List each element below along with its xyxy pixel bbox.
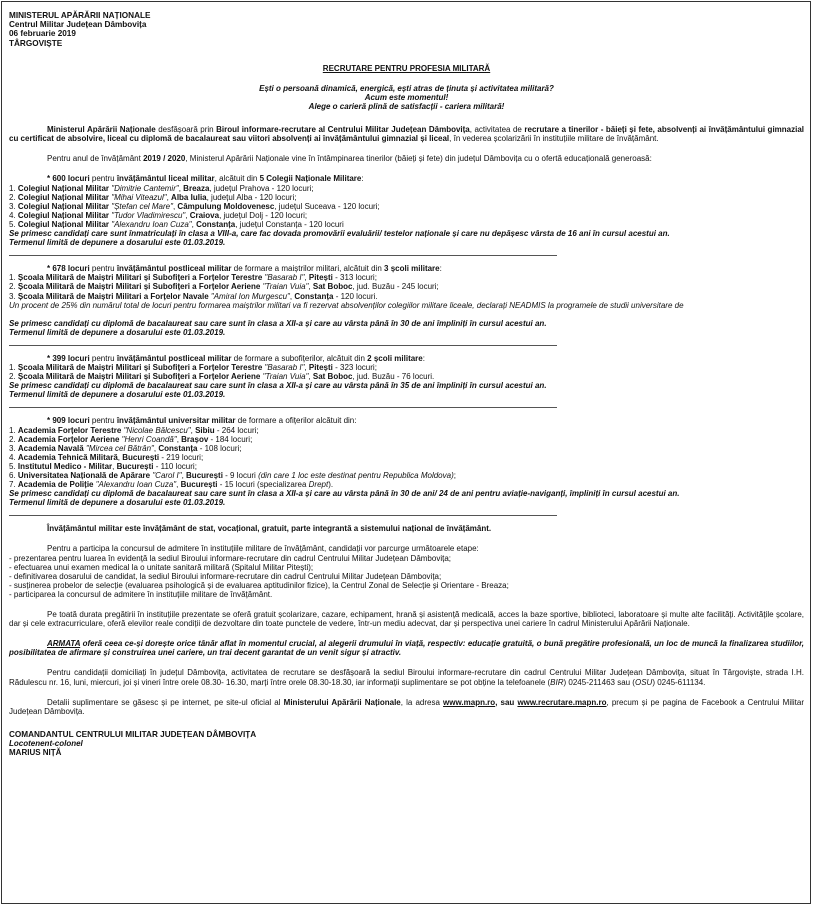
page-title: RECRUTARE PENTRU PROFESIA MILITARĂ — [322, 63, 491, 73]
item-number: 4. — [9, 452, 18, 462]
separator: , — [178, 183, 184, 193]
step-item: - participarea la concursul de admitere în instituțiile militare de învățământ. — [9, 589, 273, 599]
heading-text: pentru — [89, 264, 117, 274]
item-number: 1. — [9, 425, 18, 435]
school-name: Academia Forțelor Terestre — [17, 425, 124, 435]
heading-text: de formare a subofițerilor, alcătuit din — [231, 353, 368, 363]
school-list-item — [9, 193, 804, 202]
school-patron: "Ștefan cel Mare" — [111, 201, 173, 211]
seats-detail: - 323 locuri; — [332, 363, 377, 373]
item-number: 4. — [9, 210, 18, 220]
slogan-line: Acum este momentul! — [364, 93, 449, 102]
school-city: Sat Boboc — [312, 282, 353, 292]
heading-text: : — [439, 264, 442, 274]
separator: , — [304, 273, 309, 283]
school-list-item — [9, 462, 804, 471]
institution-name: MINISTERUL APĂRĂRII NAȚIONALE — [9, 11, 151, 20]
separator: , — [166, 192, 172, 202]
separator: , — [172, 201, 178, 211]
intro-text: desfășoară prin — [155, 125, 217, 135]
heading-text: de formare a ofițerilor alcătuit din: — [235, 416, 357, 426]
seats-count: * 678 locuri — [47, 264, 90, 274]
offer-paragraph — [9, 154, 804, 163]
seats-detail: , județul Alba - 120 locuri; — [206, 192, 297, 202]
seats-detail: , județul Prahova - 120 locuri; — [209, 183, 314, 193]
school-name: Academia Tehnică Militară — [17, 452, 118, 462]
reserved-note-end — [0, 310, 804, 319]
item-number: 1. — [9, 183, 18, 193]
school-city: Alba Iulia — [171, 192, 207, 202]
document — [9, 11, 804, 757]
heading-text: pentru — [89, 416, 117, 426]
school-city: Sibiu — [195, 425, 215, 435]
admission-condition: Se primesc candidați care sunt înmatriculați în clasa a VIII-a, care fac dovada promovării evaluării/ testelor naționale și care nu depășesc vârsta de 16 ani în cursul acestui an. — [9, 229, 670, 239]
item-number: 3. — [9, 201, 18, 211]
school-list-item — [9, 435, 804, 444]
school-patron: "Traian Vuia" — [262, 372, 309, 382]
seats-detail: - 120 locuri. — [333, 291, 378, 301]
separator: , — [304, 363, 309, 373]
intro-text: recrutare a tinerilor - băieți și fete, absolvenți ai învățământului gimnazial cu certificat de absolvire, liceal cu diplomă de bacalaureat sau viitori absolvenți ai învățământului gimnazial și liceal — [9, 125, 805, 144]
seats-detail: - 15 locuri (specializarea — [217, 480, 309, 490]
school-name: Academia de Poliție — [17, 480, 96, 490]
school-list-item — [9, 363, 804, 372]
school-city: București — [116, 461, 154, 471]
intro-text: Ministerul Apărării Naționale — [47, 125, 156, 135]
school-name: Școala Militară de Maiștri Militari și Subofițeri a Forțelor Aeriene — [17, 282, 263, 292]
section-heading — [9, 416, 804, 425]
seats-detail: - 264 locuri; — [214, 425, 259, 435]
school-list-item — [9, 444, 804, 453]
seats-detail: - 184 locuri; — [208, 434, 253, 444]
admission-steps — [9, 544, 804, 599]
heading-text: , alcătuit din — [214, 174, 260, 184]
intro-paragraph — [9, 125, 804, 143]
school-city: București — [180, 480, 218, 490]
item-number: 2. — [9, 372, 18, 382]
item-number: 3. — [9, 291, 18, 301]
step-item: - susținerea probelor de selecție (evaluarea psihologică și de evaluarea aptitudinilor fizice), la Centrul Zonal de Selecție și Orientare - Breaza; — [9, 580, 509, 590]
heading-text: 5 Colegii Naționale Militare — [259, 174, 362, 184]
school-city: Pitești — [308, 273, 333, 283]
separator: ). — [328, 480, 334, 490]
school-list-item — [9, 426, 804, 435]
item-number: 2. — [9, 434, 18, 444]
heading-text: învățământul postliceal militar — [116, 353, 232, 363]
seats-detail: , județul Dolj - 120 locuri; — [219, 210, 308, 220]
heading-text: învățământul postliceal militar — [116, 264, 232, 274]
signatory-name: MARIUS NIȚĂ — [9, 748, 62, 758]
school-list — [9, 273, 804, 300]
separator: , — [176, 434, 182, 444]
school-list — [9, 426, 804, 490]
item-number: 5. — [9, 219, 18, 229]
admission-condition: Se primesc candidați cu diplomă de bacalaureat sau care sunt în clasa a XII-a și care au vârsta până în 30 de ani/ 24 de ani pentru aviație-naviganți, împliniți în cursul acestui an. — [9, 489, 680, 499]
section-heading — [9, 354, 804, 363]
deadline: Termenul limită de depunere a dosarului este 01.03.2019. — [9, 238, 226, 248]
step-item: - definitivarea dosarului de candidat, la sediul Biroului informare-recrutare din cadrul Centrului Militar Județean Dâmbovița; — [9, 571, 442, 581]
steps-intro: Pentru a participa la concursul de admitere în instituțiile militare de învățământ, candidații vor parcurge următoarele etape: — [47, 544, 479, 554]
separator: , — [191, 219, 197, 229]
signatory-rank: Locotenent-colonel — [9, 738, 83, 748]
recrutare-link[interactable]: www.recrutare.mapn.ro — [517, 697, 607, 707]
item-number: 2. — [9, 282, 18, 292]
item-number: 2. — [9, 192, 18, 202]
school-patron: "Basarab I" — [264, 273, 305, 283]
school-list-item — [9, 453, 804, 462]
school-name: Colegiul Național Militar — [17, 210, 112, 220]
separator: ; — [453, 471, 456, 480]
deadline: Termenul limită de depunere a dosarului este 01.03.2019. — [9, 498, 226, 508]
details-text: Ministerului Apărării Naționale — [283, 697, 401, 707]
reserved-note — [9, 301, 804, 310]
seats-detail: - 108 locuri; — [197, 443, 242, 453]
heading-text: : — [361, 174, 364, 184]
school-city: Brașov — [181, 434, 209, 444]
seats-detail: , județul Suceava - 120 locuri; — [274, 201, 380, 211]
heading-text: : — [422, 353, 425, 363]
school-city: Pitești — [308, 363, 333, 373]
school-name: Universitatea Națională de Apărare — [17, 471, 153, 480]
school-list-item — [9, 184, 804, 193]
school-name: Școala Militară de Maiștri Militari și Subofițeri a Forțelor Terestre — [17, 363, 265, 373]
school-patron: "Dimitrie Cantemir" — [111, 183, 179, 193]
details-paragraph — [9, 698, 804, 716]
item-number: 7. — [9, 480, 18, 490]
school-list — [9, 184, 804, 229]
school-list — [9, 363, 804, 381]
step-item: - efectuarea unui examen medical la o unitate sanitară militară (Spitalul Militar Pitești); — [9, 562, 314, 572]
details-text: Detalii suplimentare se găsesc și pe internet, pe site-ul oficial al — [47, 697, 284, 707]
armata-paragraph — [9, 639, 804, 657]
school-name: Colegiul Național Militar — [17, 201, 112, 211]
school-city: București — [186, 471, 223, 480]
school-patron: "Henri Coandă" — [121, 434, 177, 444]
heading-text: învățământul liceal militar — [116, 174, 215, 184]
school-list-item — [9, 273, 804, 282]
school-city: București — [122, 452, 160, 462]
contact-text: Pentru candidații domiciliați în județul Dâmbovița, activitatea de recrutare se desfășoară la sediul Biroului informare-recrutare din cadrul Centrului Militar Județean Dâmbovița, situat în Târgoviște, strada I.H. Rădulescu nr. 16, luni, miercuri, joi și vineri între orele 08.30- 16.30, marți între orele 08.30-18.30, iar informații suplimentare se pot obține la telefoanele ( — [9, 668, 804, 687]
intro-text: , în vederea școlarizării în instituțiile militare de învățământ. — [449, 134, 659, 144]
school-patron: "Carol I" — [152, 471, 182, 480]
school-list-item — [9, 220, 804, 229]
school-patron: "Tudor Vladimirescu" — [111, 210, 186, 220]
slogan-line: Ești o persoană dinamică, energică, ești atras de ținuta și activitatea militară? — [259, 83, 554, 93]
admission-condition: Se primesc candidați cu diplomă de bacalaureat sau care sunt în clasa a XII-a și care au vârsta până în 35 de ani împliniți în cursul acestui an. — [9, 381, 547, 391]
section-heading — [9, 264, 804, 273]
step-item: - prezentarea pentru luarea în evidență la sediul Biroului informare-recrutare din cadrul Centrului Militar Județean Dâmbovița; — [9, 553, 452, 563]
school-city: Constanța — [294, 291, 334, 301]
school-city: Câmpulung Moldovenesc — [177, 201, 275, 211]
contact-paragraph — [9, 668, 804, 686]
slogan-line: Alege o carieră plină de satisfacții - cariera militară! — [308, 102, 505, 112]
school-list-item — [9, 202, 804, 211]
seats-detail: - 9 locuri — [222, 471, 259, 480]
section-postliceal-subofiteri — [9, 354, 804, 399]
seats-count: * 600 locuri — [47, 174, 90, 184]
seats-detail: - 313 locuri; — [332, 273, 377, 283]
school-list-item — [9, 282, 804, 291]
school-name: Academia Navală — [17, 443, 86, 453]
intro-text: , activitatea de — [469, 125, 525, 135]
separator: , — [176, 480, 181, 490]
school-list-item — [9, 480, 804, 489]
school-patron: "Basarab I" — [264, 363, 305, 373]
phone-label: BIR — [550, 677, 564, 687]
document-city: TÂRGOVIȘTE — [9, 38, 63, 48]
heading-text: 3 școli militare — [384, 264, 440, 274]
item-number: 1. — [9, 273, 18, 283]
center-name: Centrul Militar Județean Dâmbovița — [9, 20, 147, 30]
school-year: 2019 / 2020 — [143, 154, 186, 164]
offer-text: Pentru anul de învățământ — [47, 154, 144, 164]
signatory-role: COMANDANTUL CENTRULUI MILITAR JUDEȚEAN DÂMBOVIȚA — [9, 729, 257, 739]
school-list-item — [9, 372, 804, 381]
separator: , — [181, 471, 187, 480]
section-liceal — [9, 174, 804, 247]
school-city: Constanța — [196, 219, 236, 229]
school-name: Colegiul Național Militar — [17, 219, 112, 229]
intro-text: Biroul informare-recrutare al Centrului Militar Județean Dâmbovița — [216, 125, 470, 135]
armata-text: oferă ceea ce-și dorește orice tânăr aflat în momentul crucial, al alegerii drumului în viață, respectiv: educație gratuită, o bună pregătire profesională, un loc de muncă la finalizarea studiilor, posibilitatea de afirmare și construirea unei cariere, un trai decent garantat de un venit sigur și atractiv. — [9, 639, 804, 658]
school-patron: "Alexandru Ioan Cuza" — [111, 219, 192, 229]
school-name: Institutul Medico - Militar — [17, 461, 113, 471]
school-patron: "Mircea cel Bătrân" — [85, 443, 154, 453]
section-heading — [9, 174, 804, 183]
school-city: Sat Boboc — [312, 372, 353, 382]
offer-text: , Ministerul Apărării Naționale vine în întâmpinarea tinerilor (băieți și fete) din județul Dâmbovița cu o ofertă educațională generoasă: — [185, 154, 652, 164]
school-city: Constanța — [158, 443, 198, 453]
separator: , — [190, 425, 196, 435]
seats-note: (din care 1 loc este destinat pentru Republica Moldova) — [258, 471, 454, 480]
letterhead — [9, 11, 804, 48]
school-name: Colegiul Național Militar — [17, 183, 112, 193]
school-name: Școala Militară de Maiștri Militari a Forțelor Navale — [17, 291, 211, 301]
seats-count: * 399 locuri — [47, 353, 90, 363]
heading-text: pentru — [89, 353, 117, 363]
school-city: Craiova — [189, 210, 220, 220]
details-text: , precum și pe pagina de Facebook a Centrului Militar Județean Dâmbovița. — [9, 697, 805, 716]
signature-block — [9, 730, 804, 757]
school-patron: "Mihai Viteazul" — [111, 192, 167, 202]
school-patron: "Alexandru Ioan Cuza" — [95, 480, 177, 490]
mapn-link[interactable]: www.mapn.ro — [443, 697, 496, 707]
seats-detail: , jud. Buzău - 245 locuri; — [352, 282, 439, 292]
benefits-paragraph: Pe toată durata pregătirii în instituțiile prezentate se oferă gratuit școlarizare, cazare, echipament, hrană și asistență medicală, acces la baze sportive, biblioteci, laboratoare și multe alte facilități. Activitățile școlare, dar și cele extracurriculare, oferă elevilor reale condiții de dezvoltare din toate punctele de vedere, într-un mediu adecvat, dar și perspectiva unei cariere în cadrul Ministerului Apărării Naționale. — [9, 610, 804, 629]
school-patron: "Amiral Ion Murgescu" — [210, 291, 290, 301]
deadline: Termenul limită de depunere a dosarului este 01.03.2019. — [9, 327, 226, 337]
school-name: Colegiul Național Militar — [17, 192, 112, 202]
section-divider — [9, 345, 557, 346]
seats-count: * 909 locuri — [47, 416, 90, 426]
school-name: Școala Militară de Maiștri Militari și Subofițeri a Forțelor Terestre — [17, 273, 265, 283]
separator: , — [185, 210, 190, 220]
details-text: , la adresa — [400, 697, 444, 707]
separator: , — [308, 372, 313, 382]
heading-text: de formare a maiștrilor militari, alcătuit din — [231, 264, 385, 274]
armata-word: ARMATA — [47, 639, 81, 649]
contact-text: ) 0245-211463 sau ( — [563, 677, 635, 687]
school-list-item — [9, 292, 804, 301]
item-number: 3. — [9, 443, 18, 453]
admission-condition: Se primesc candidați cu diplomă de bacalaureat sau care sunt în clasa a XII-a și care au vârsta până în 30 de ani împliniți în cursul acestui an. — [9, 318, 547, 328]
section-divider — [9, 407, 557, 408]
section-postliceal-maistri — [9, 264, 804, 337]
heading-text: învățământul universitar militar — [116, 416, 236, 426]
separator: , — [112, 461, 117, 471]
school-list-item — [9, 211, 804, 220]
separator: , — [308, 282, 313, 292]
seats-detail: , județul Constanța - 120 locuri — [235, 219, 344, 229]
seats-detail: , jud. Buzău - 76 locuri. — [352, 372, 435, 382]
school-name: Școala Militară de Maiștri Militari și Subofițeri a Forțelor Aeriene — [17, 372, 263, 382]
school-patron: "Traian Vuia" — [262, 282, 309, 292]
seats-detail: - 219 locuri; — [159, 452, 204, 462]
slogan — [9, 84, 804, 111]
details-text: , sau — [495, 697, 518, 707]
separator: , — [153, 443, 159, 453]
school-city: Breaza — [183, 183, 210, 193]
phone-label: OSU — [634, 677, 653, 687]
school-list-item — [9, 471, 804, 480]
seats-detail: - 110 locuri; — [153, 461, 197, 471]
separator: , — [117, 452, 123, 462]
state-education-statement: Învățământul militar este învățământ de stat, vocațional, gratuit, parte integrantă a sistemului național de învățământ. — [47, 524, 492, 534]
item-number: 6. — [9, 471, 18, 480]
school-patron: "Nicolae Bălcescu" — [123, 425, 191, 435]
contact-text: ) 0245-611134. — [652, 677, 706, 687]
seats-note: Drept — [308, 480, 329, 490]
item-number: 5. — [9, 461, 18, 471]
note-text: Un procent de 25% din numărul total de locuri pentru formarea maiștrilor militari va fi rezervat absolvenților colegiilor militare liceale, declarați NEADMIS la programele de studii universitare de — [9, 300, 684, 310]
section-universitar — [9, 416, 804, 507]
heading-text: pentru — [89, 174, 117, 184]
section-divider — [9, 515, 557, 516]
item-number: 1. — [9, 363, 18, 373]
heading-text: 2 școli militare — [367, 353, 423, 363]
document-date: 06 februarie 2019 — [9, 29, 76, 39]
deadline: Termenul limită de depunere a dosarului este 01.03.2019. — [9, 390, 226, 400]
section-divider — [9, 255, 557, 256]
school-name: Academia Forțelor Aeriene — [17, 434, 122, 444]
separator: , — [289, 291, 295, 301]
